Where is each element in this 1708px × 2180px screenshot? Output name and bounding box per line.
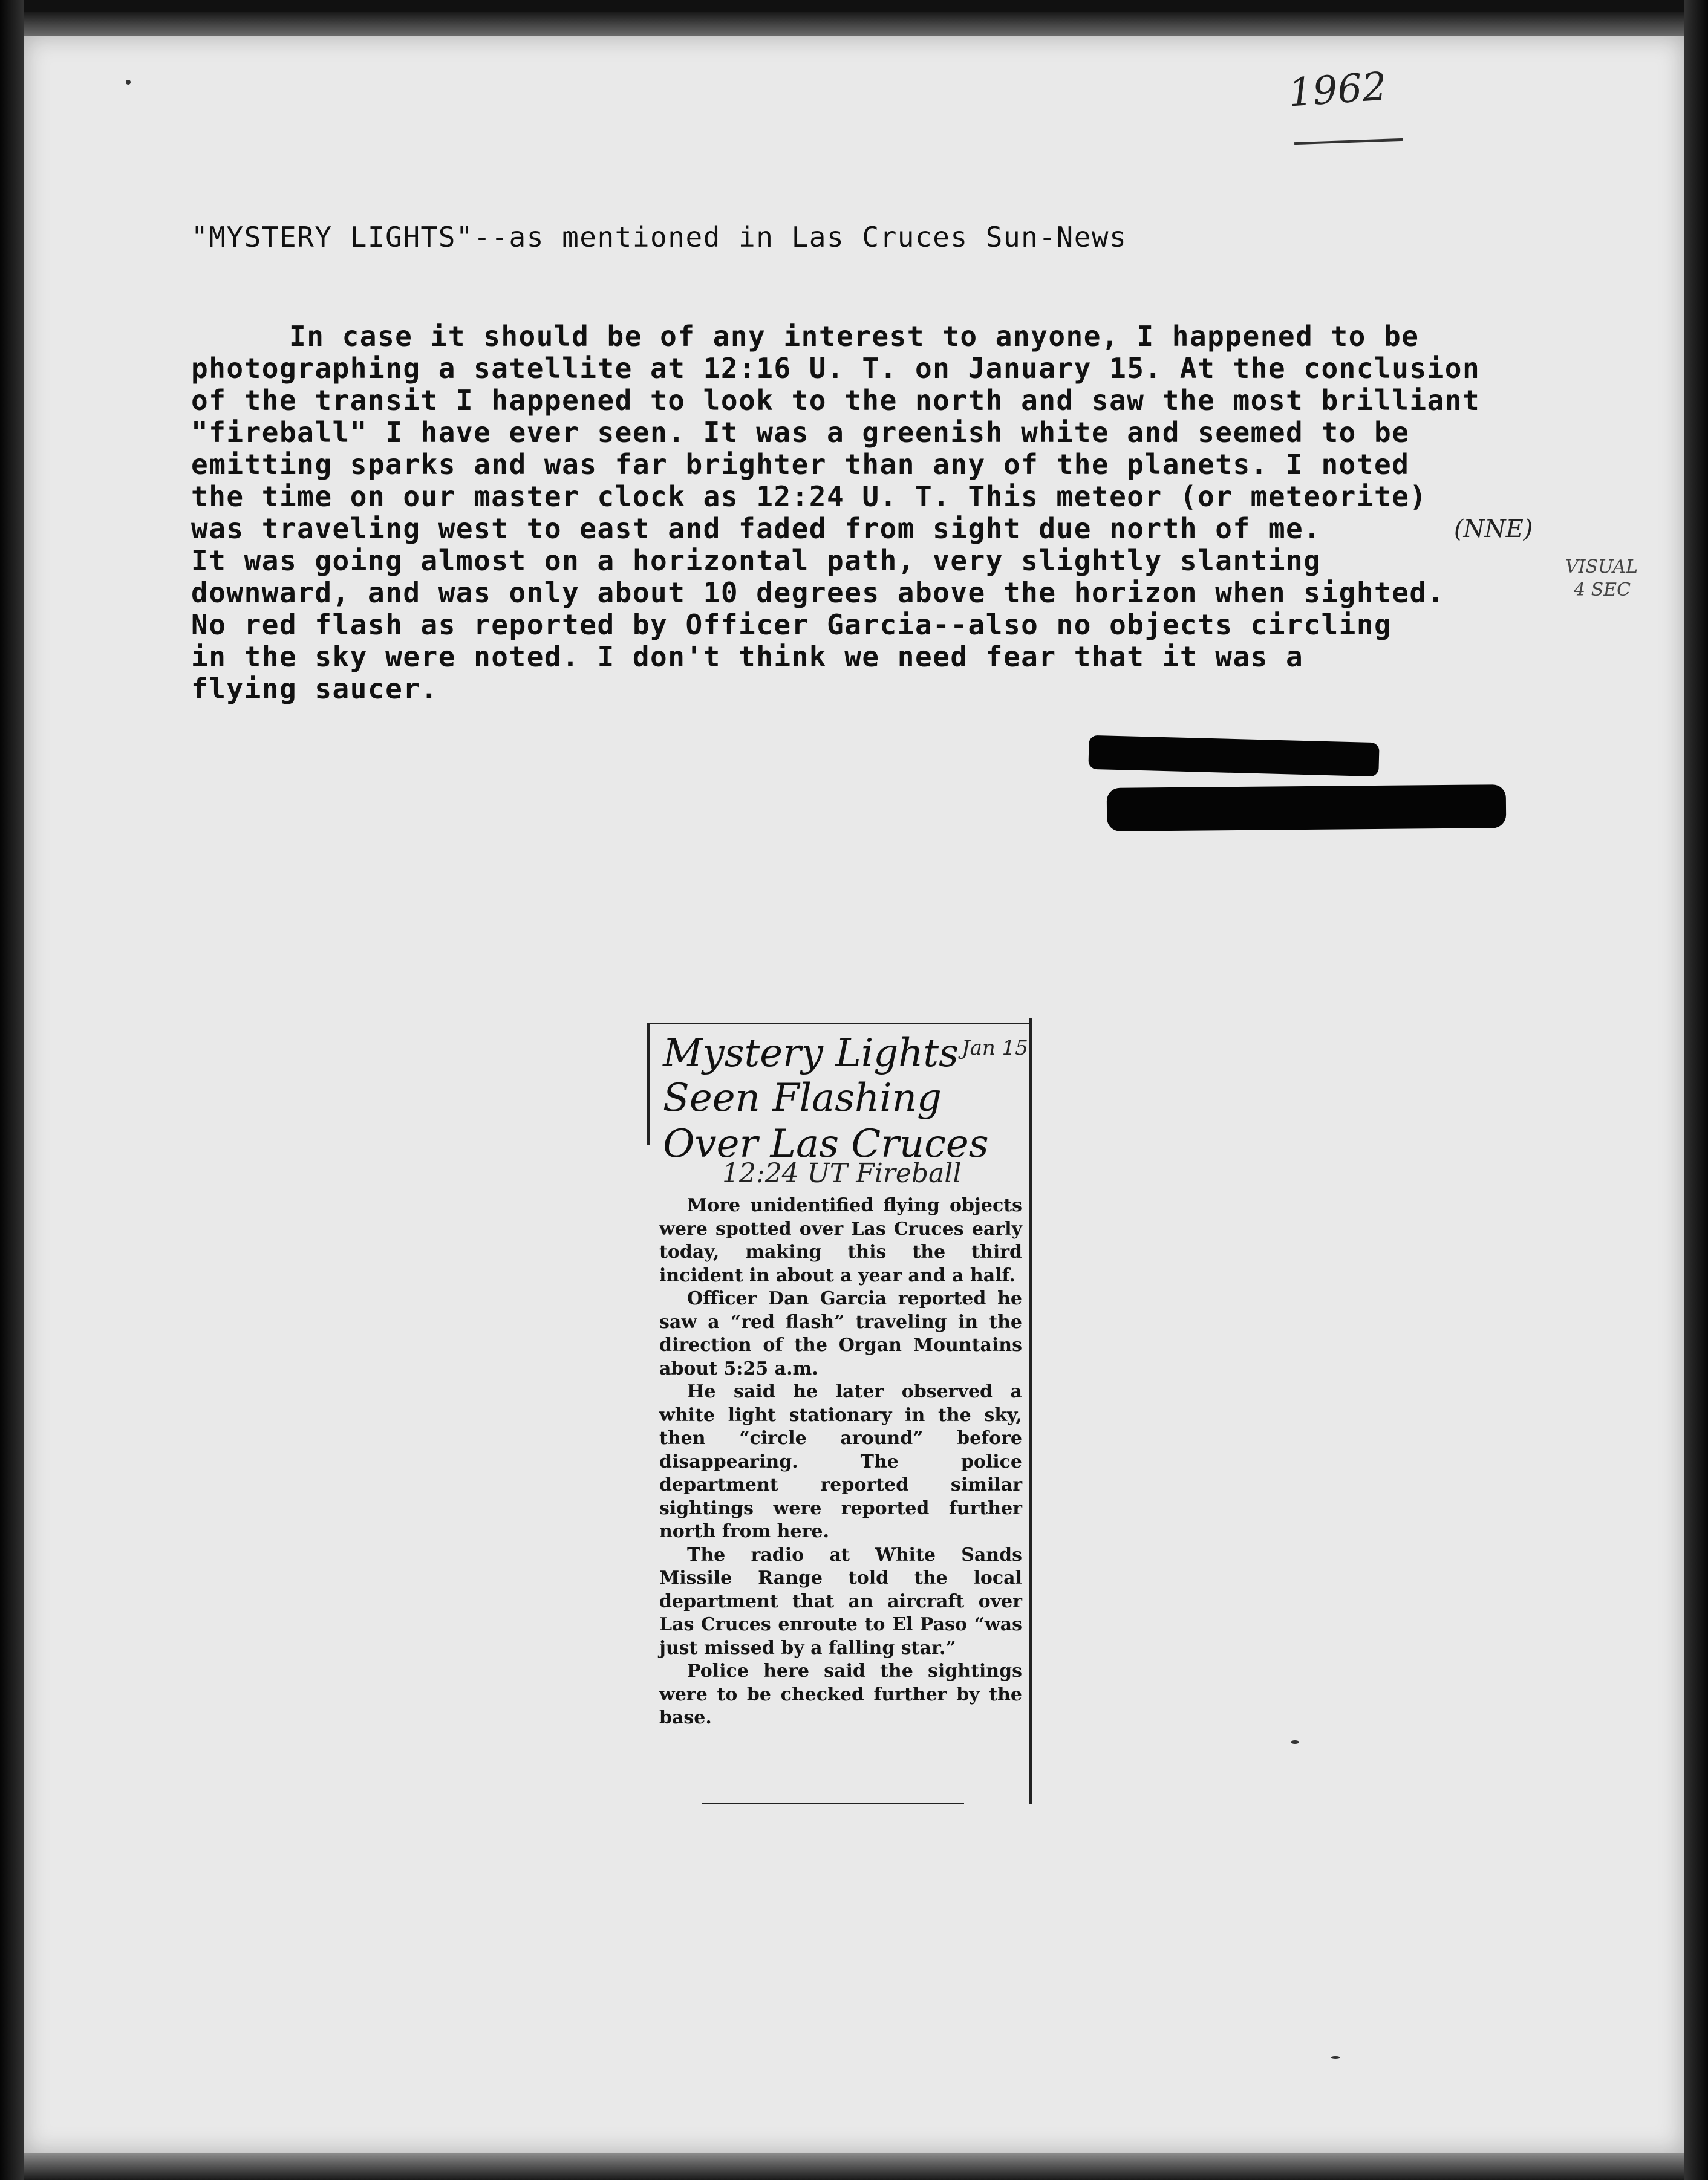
letter-heading: "MYSTERY LIGHTS"--as mentioned in Las Cruces Sun-News — [191, 221, 1127, 253]
letter-line: It was going almost on a horizontal path, very slightly slanting — [191, 544, 1322, 577]
handwritten-direction-note: (NNE) — [1454, 515, 1533, 543]
letter-line: the time on our master clock as 12:24 U. T. This meteor (or meteorite) — [191, 480, 1427, 513]
handwritten-date-note: Jan 15 — [962, 1036, 1028, 1060]
scan-edge-top — [24, 12, 1684, 36]
clipping-paragraph: More unidentified flying objects were spotted over Las Cruces early today, making this the third incident in about a year and a half. — [659, 1195, 1022, 1286]
handwritten-visual-note: VISUAL — [1565, 556, 1638, 578]
letter-line: No red flash as reported by Officer Garcia--also no objects circling — [191, 608, 1392, 641]
dust-speck — [126, 80, 131, 85]
dust-speck — [1331, 2056, 1340, 2059]
scan-edge-right — [1684, 0, 1708, 2180]
clipping-border-top — [647, 1023, 1032, 1024]
letter-line: In case it should be of any interest to anyone, I happened to be — [289, 320, 1420, 353]
newspaper-clipping — [647, 1018, 1033, 1804]
clipping-paragraph: Police here said the sightings were to be checked further by the base. — [659, 1661, 1022, 1728]
letter-line: photographing a satellite at 12:16 U. T. on January 15. At the conclusion — [191, 352, 1481, 385]
scan-edge-left — [0, 0, 24, 2180]
letter-line: in the sky were noted. I don't think we need fear that it was a — [191, 640, 1304, 673]
clipping-headline-line: Over Las Cruces — [663, 1122, 989, 1166]
letter-line: of the transit I happened to look to the north and saw the most brilliant — [191, 384, 1481, 417]
clipping-paragraph: The radio at White Sands Missile Range told the local department that an aircraft over Las Cruces enroute to El Paso “was just missed by a falling star.” — [659, 1544, 1022, 1659]
clipping-paragraph: Officer Dan Garcia reported he saw a “red flash” traveling in the direction of the Organ Mountains about 5:25 a.m. — [659, 1288, 1022, 1379]
clipping-border-left — [647, 1024, 650, 1145]
handwritten-fireball-note: 12:24 UT Fireball — [722, 1158, 962, 1189]
letter-line: emitting sparks and was far brighter than any of the planets. I noted — [191, 448, 1410, 481]
handwritten-year: 1962 — [1286, 64, 1389, 116]
clipping-article-body — [659, 1194, 1022, 1730]
scan-edge-bottom — [24, 2150, 1684, 2180]
letter-body — [191, 320, 1655, 705]
letter-line: was traveling west to east and faded from sight due north of me. — [191, 512, 1322, 545]
letter-line: flying saucer. — [191, 672, 438, 705]
handwritten-duration-note: 4 SEC — [1574, 579, 1631, 600]
redacted-signature-title — [1107, 784, 1507, 831]
dust-speck — [1291, 1740, 1299, 1744]
clipping-end-rule — [702, 1803, 964, 1804]
letter-line: downward, and was only about 10 degrees above the horizon when sighted. — [191, 576, 1445, 609]
clipping-headline-line: Mystery Lights — [663, 1031, 959, 1076]
letter-line: "fireball" I have ever seen. It was a greenish white and seemed to be — [191, 416, 1410, 449]
clipping-border-right — [1029, 1018, 1032, 1804]
clipping-paragraph: He said he later observed a white light stationary in the sky, then “circle around” before disappearing. The police department reported similar sightings were reported further north from here. — [659, 1381, 1022, 1542]
clipping-headline-line: Seen Flashing — [663, 1076, 942, 1121]
